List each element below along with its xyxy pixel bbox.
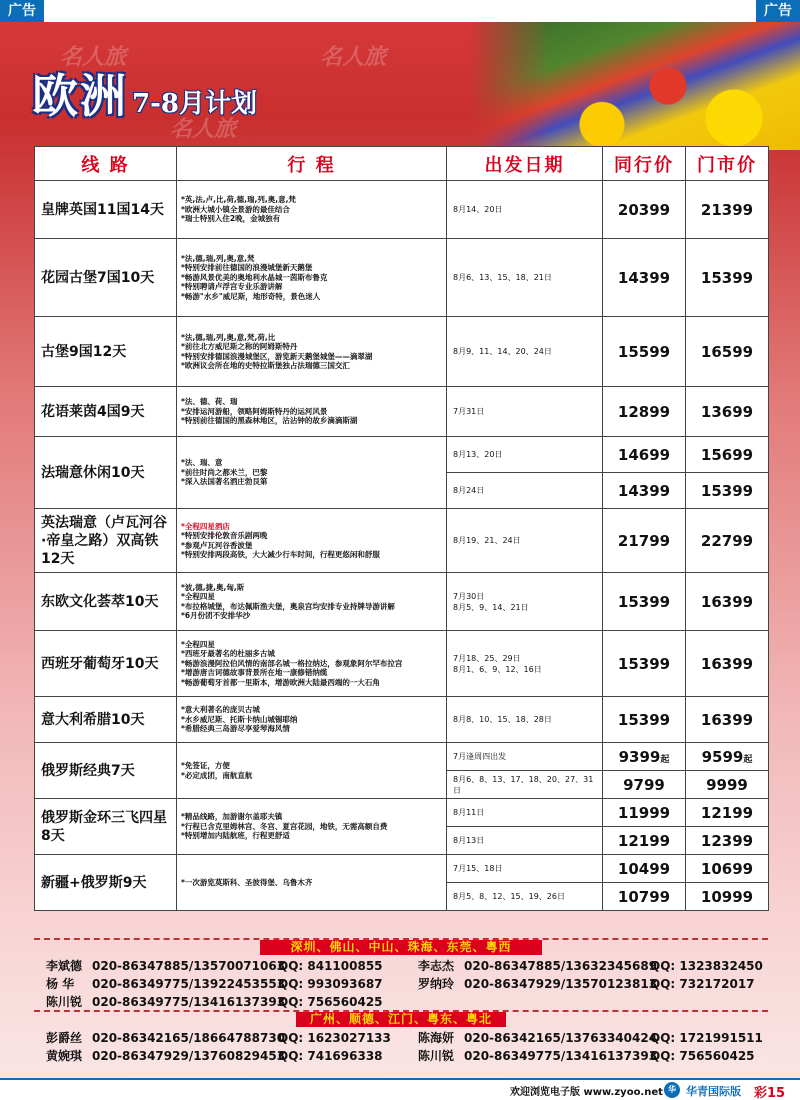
table-row [35, 437, 769, 473]
peer-price-suffix: 起 [660, 754, 670, 765]
contact-row [34, 1048, 768, 1064]
table-row [35, 573, 769, 631]
header-date: 出发日期 [447, 147, 603, 181]
itinerary-line: *特别增加内陆航班，行程更舒适 [181, 831, 290, 841]
departure-date: 7月逢周四出发 [447, 743, 603, 771]
route-name: 英法瑞意（卢瓦河谷·帝皇之路）双高铁12天 [35, 509, 177, 573]
departure-date: 7月30日 8月5、9、14、21日 [447, 573, 603, 631]
peer-price-value: 15599 [617, 342, 671, 361]
peer-price-value: 20399 [617, 200, 671, 219]
store-price [686, 631, 769, 697]
itinerary-detail [177, 799, 447, 855]
itinerary-highlight: *全程四星酒店 [181, 521, 230, 531]
itinerary-line: *精品线路，加游谢尔盖耶夫镇 [181, 812, 283, 822]
title-main: 欧洲 [32, 69, 128, 123]
departure-date: 8月9、11、14、20、24日 [447, 317, 603, 387]
table-row [35, 181, 769, 239]
store-price [686, 573, 769, 631]
header-route: 线 路 [35, 147, 177, 181]
peer-price [603, 743, 686, 771]
contact-phone: 020-86347929/13760829453 [92, 1049, 286, 1063]
route-name: 法瑞意休闲10天 [35, 437, 177, 509]
itinerary-table [34, 146, 769, 911]
store-price-value: 12399 [700, 831, 754, 850]
contact-qq: QQ: 732172017 [650, 977, 755, 991]
store-price-value: 12199 [700, 803, 754, 822]
contact-qq: QQ: 993093687 [278, 977, 383, 991]
itinerary-line: *畅游葡萄牙首都一里斯本，增游欧洲大陆最西端的一大石角 [181, 677, 380, 687]
store-price-value: 16399 [700, 592, 754, 611]
itinerary-line: *意大利著名的庞贝古城 [181, 705, 260, 715]
itinerary-line: *特别前往德国的黑森林地区，沾沾钟的故乡滴滴斯湖 [181, 416, 358, 426]
itinerary-line: *行程已含克里姆林宫、冬宫、夏宫花园，地铁，无需高额自费 [181, 821, 388, 831]
title-sub: 7-8月计划 [132, 89, 257, 119]
watermark: 名人旅 [320, 45, 387, 70]
itinerary-detail [177, 181, 447, 239]
store-price [686, 317, 769, 387]
itinerary-line: *西班牙最著名的杜丽多古城 [181, 649, 275, 659]
store-price-value: 9999 [706, 775, 748, 794]
departure-date: 7月15、18日 [447, 855, 603, 883]
contact-row [34, 994, 768, 1010]
departure-date: 8月5、8、12、15、19、26日 [447, 883, 603, 911]
peer-price-value: 14399 [617, 481, 671, 500]
peer-price-value: 10799 [617, 887, 671, 906]
contact-name: 黄婉琪 [46, 1049, 83, 1063]
contact-row [34, 976, 768, 992]
departure-date: 8月14、20日 [447, 181, 603, 239]
departure-date: 8月13日 [447, 827, 603, 855]
itinerary-detail [177, 387, 447, 437]
ad-label-left: 广告 [0, 0, 44, 22]
route-name: 新疆+俄罗斯9天 [35, 855, 177, 911]
itinerary-line: *欧洲大城小镇全景游的最佳结合 [181, 204, 290, 214]
header-itinerary: 行 程 [177, 147, 447, 181]
store-price [686, 181, 769, 239]
store-price-value: 16399 [700, 654, 754, 673]
peer-price-value: 11999 [617, 803, 671, 822]
table-row [35, 239, 769, 317]
contacts-section [34, 938, 768, 1078]
route-name: 花园古堡7国10天 [35, 239, 177, 317]
footer-brand: 华青国际版 [686, 1085, 741, 1098]
store-price-value: 15699 [700, 445, 754, 464]
itinerary-line: *增游唐吉诃德故事背景所在地一康修错纳缆 [181, 668, 328, 678]
ad-label-right: 广告 [756, 0, 800, 22]
store-price-value: 9599 [701, 747, 744, 766]
itinerary-line: *免签证，方便 [181, 761, 230, 770]
itinerary-line: *希腊经典三岛游尽享爱琴海风情 [181, 724, 290, 734]
contact-name: 陈川锐 [46, 995, 83, 1009]
itinerary-line: *畅游"水乡"威尼斯，地形奇特，景色迷人 [181, 291, 321, 301]
itinerary-line: *瑞士特别入住2晚，金城独有 [181, 214, 281, 224]
route-name: 西班牙葡萄牙10天 [35, 631, 177, 697]
itinerary-detail [177, 509, 447, 573]
contact-name: 李斌德 [46, 959, 83, 973]
itinerary-line: *欧洲议会所在地的史特拉斯堡独占法瑞德三国交汇 [181, 361, 350, 370]
itinerary-line: *全程四星 [181, 639, 215, 649]
contact-qq: QQ: 841100855 [278, 959, 383, 973]
store-price [686, 239, 769, 317]
store-price [686, 697, 769, 743]
contact-qq: QQ: 1323832450 [650, 959, 763, 973]
contact-qq: QQ: 1623027133 [278, 1031, 391, 1045]
itinerary-line: *畅游风景优美的奥地利水晶城一茵斯布鲁克 [181, 272, 328, 282]
itinerary-detail [177, 697, 447, 743]
itinerary-line: *水乡威尼斯、托斯卡纳山城锡耶纳 [181, 714, 298, 724]
itinerary-detail [177, 631, 447, 697]
peer-price [603, 317, 686, 387]
contact-phone: 020-86342165/13763340424 [464, 1031, 658, 1045]
table-row [35, 509, 769, 573]
store-price-value: 15399 [700, 481, 754, 500]
itinerary-line: *畅游浪漫阿拉伯风情的南部名城一格拉纳达，参观象阿尔罕布拉宫 [181, 658, 403, 668]
peer-price-value: 21799 [617, 531, 671, 550]
departure-date: 7月31日 [447, 387, 603, 437]
itinerary-detail [177, 437, 447, 509]
itinerary-line: *特别安排两段高铁，大大减少行车时间，行程更悠闲和舒服 [181, 550, 380, 559]
peer-price-value: 12899 [617, 402, 671, 421]
contact-name: 杨 华 [46, 977, 75, 991]
departure-date: 8月6、13、15、18、21日 [447, 239, 603, 317]
itinerary-line: *6月份团不安排华沙 [181, 611, 251, 620]
store-price-value: 16599 [700, 342, 754, 361]
route-name: 花语莱茵4国9天 [35, 387, 177, 437]
store-price [686, 883, 769, 911]
peer-price-value: 15399 [617, 592, 671, 611]
route-name: 古堡9国12天 [35, 317, 177, 387]
header-peer-price: 同行价 [603, 147, 686, 181]
table-row [35, 743, 769, 771]
itinerary-line: *英,法,卢,比,荷,德,瑞,列,奥,意,梵 [181, 195, 296, 205]
contact-phone: 020-86347885/13632345689 [464, 959, 658, 973]
contact-name: 陈川锐 [418, 1049, 455, 1063]
itinerary-detail [177, 743, 447, 799]
route-name: 意大利希腊10天 [35, 697, 177, 743]
contact-phone: 020-86342165/18664788730 [92, 1031, 286, 1045]
peer-price [603, 827, 686, 855]
store-price-suffix: 起 [743, 754, 753, 765]
contact-name: 李志杰 [418, 959, 455, 973]
watermark: 名人旅 [60, 45, 127, 70]
route-name: 皇牌英国11国14天 [35, 181, 177, 239]
contact-name: 罗纳玲 [418, 977, 455, 991]
peer-price [603, 387, 686, 437]
region-bar-2: 广州、顺德、江门、粤东、粤北 [296, 1012, 506, 1027]
departure-date: 8月8、10、15、18、28日 [447, 697, 603, 743]
peer-price [603, 883, 686, 911]
itinerary-line: *前往北方威尼斯之称的阿姆斯特丹 [181, 342, 298, 351]
store-price [686, 437, 769, 473]
peer-price-value: 9399 [618, 747, 661, 766]
contact-qq: QQ: 1721991511 [650, 1031, 763, 1045]
route-name: 俄罗斯金环三飞四星8天 [35, 799, 177, 855]
store-price [686, 827, 769, 855]
contact-qq: QQ: 741696338 [278, 1049, 383, 1063]
store-price [686, 509, 769, 573]
peer-price [603, 573, 686, 631]
itinerary-line: *必定成团，南航直航 [181, 770, 253, 780]
header-store-price: 门市价 [686, 147, 769, 181]
peer-price-value: 14399 [617, 268, 671, 287]
brand-logo-icon: 华 [664, 1082, 680, 1098]
departure-date: 8月11日 [447, 799, 603, 827]
peer-price [603, 631, 686, 697]
page-number: 彩15 [754, 1086, 786, 1100]
table-row [35, 631, 769, 697]
contact-phone: 020-86349775/13416137393 [464, 1049, 658, 1063]
store-price-value: 21399 [700, 200, 754, 219]
itinerary-line: *特别聘请卢浮宫专业乐游讲解 [181, 282, 283, 292]
itinerary-line: *安排运河游船，领略阿姆斯特丹的运河风景 [181, 406, 328, 416]
route-name: 俄罗斯经典7天 [35, 743, 177, 799]
contact-phone: 020-86347929/13570123813 [464, 977, 658, 991]
peer-price-value: 10499 [617, 859, 671, 878]
store-price [686, 771, 769, 799]
peer-price [603, 799, 686, 827]
store-price [686, 743, 769, 771]
footer [0, 1078, 800, 1100]
store-price-value: 13699 [700, 402, 754, 421]
peer-price [603, 473, 686, 509]
peer-price-value: 9799 [623, 775, 665, 794]
itinerary-detail [177, 317, 447, 387]
itinerary-detail [177, 573, 447, 631]
store-price [686, 387, 769, 437]
top-band [0, 0, 800, 22]
watermark: 名人旅 [170, 117, 237, 142]
peer-price-value: 15399 [617, 710, 671, 729]
contact-phone: 020-86349775/13922453553 [92, 977, 286, 991]
table-row [35, 387, 769, 437]
contact-qq: QQ: 756560425 [650, 1049, 755, 1063]
region-bar-1: 深圳、佛山、中山、珠海、东莞、粤西 [260, 940, 542, 955]
peer-price [603, 771, 686, 799]
itinerary-line: *参观卢瓦河谷香波堡 [181, 540, 253, 550]
itinerary-line: *布拉格城堡，布达佩斯渔夫堡，奥泉宫均安排专业持牌导游讲解 [181, 601, 395, 611]
page-title [32, 66, 257, 126]
contact-qq: QQ: 756560425 [278, 995, 383, 1009]
peer-price-value: 15399 [617, 654, 671, 673]
store-price-value: 16399 [700, 710, 754, 729]
peer-price [603, 239, 686, 317]
store-price-value: 15399 [700, 268, 754, 287]
store-price-value: 22799 [700, 531, 754, 550]
itinerary-detail [177, 855, 447, 911]
contact-row [34, 958, 768, 974]
itinerary-line: *波,德,捷,奥,匈,斯 [181, 582, 245, 592]
itinerary-line: *全程四星 [181, 592, 215, 601]
table-row [35, 317, 769, 387]
flower-field-photo [470, 22, 800, 150]
itinerary-line: *一次游览莫斯科、圣彼得堡、乌鲁木齐 [181, 877, 313, 887]
table-row [35, 799, 769, 827]
footer-text: 欢迎浏览电子版 www.zyoo.net [510, 1087, 663, 1098]
contact-phone: 020-86347885/13570071063 [92, 959, 286, 973]
peer-price [603, 181, 686, 239]
itinerary-line: *法,德,瑞,列,奥,意,梵,荷,比 [181, 332, 276, 342]
contact-name: 陈海妍 [418, 1031, 455, 1045]
table-row [35, 855, 769, 883]
departure-date: 8月19、21、24日 [447, 509, 603, 573]
itinerary-line: *特别安排德国浪漫城堡区，游览新天鹅堡城堡——滴翠湖 [181, 351, 373, 361]
store-price [686, 855, 769, 883]
peer-price [603, 509, 686, 573]
itinerary-detail [177, 239, 447, 317]
contact-row [34, 1030, 768, 1046]
peer-price-value: 14699 [617, 445, 671, 464]
itinerary-line: *深入法国著名酒庄勃艮第 [181, 477, 268, 487]
itinerary-line: *法,德,瑞,列,奥,意,梵 [181, 253, 255, 263]
departure-date: 8月6、8、13、17、18、20、27、31日 [447, 771, 603, 799]
table-row [35, 697, 769, 743]
itinerary-line: *前往时尚之都米兰，巴黎 [181, 467, 268, 477]
departure-date: 8月13、20日 [447, 437, 603, 473]
departure-date: 7月18、25、29日 8月1、6、9、12、16日 [447, 631, 603, 697]
peer-price [603, 437, 686, 473]
store-price [686, 799, 769, 827]
table-header-row [35, 147, 769, 181]
peer-price [603, 697, 686, 743]
contact-phone: 020-86349775/13416137393 [92, 995, 286, 1009]
contact-name: 彭爵丝 [46, 1031, 83, 1045]
itinerary-line: *特别安排前往德国的浪漫城堡新天鹅堡 [181, 263, 313, 273]
peer-price-value: 12199 [617, 831, 671, 850]
store-price-value: 10999 [700, 887, 754, 906]
departure-date: 8月24日 [447, 473, 603, 509]
peer-price [603, 855, 686, 883]
store-price-value: 10699 [700, 859, 754, 878]
itinerary-line: *法、瑞、意 [181, 458, 223, 468]
route-name: 东欧文化荟萃10天 [35, 573, 177, 631]
store-price [686, 473, 769, 509]
itinerary-line: *法、德、荷、瑞 [181, 397, 238, 407]
itinerary-line: *特别安排伦敦音乐剧两晚 [181, 531, 268, 540]
